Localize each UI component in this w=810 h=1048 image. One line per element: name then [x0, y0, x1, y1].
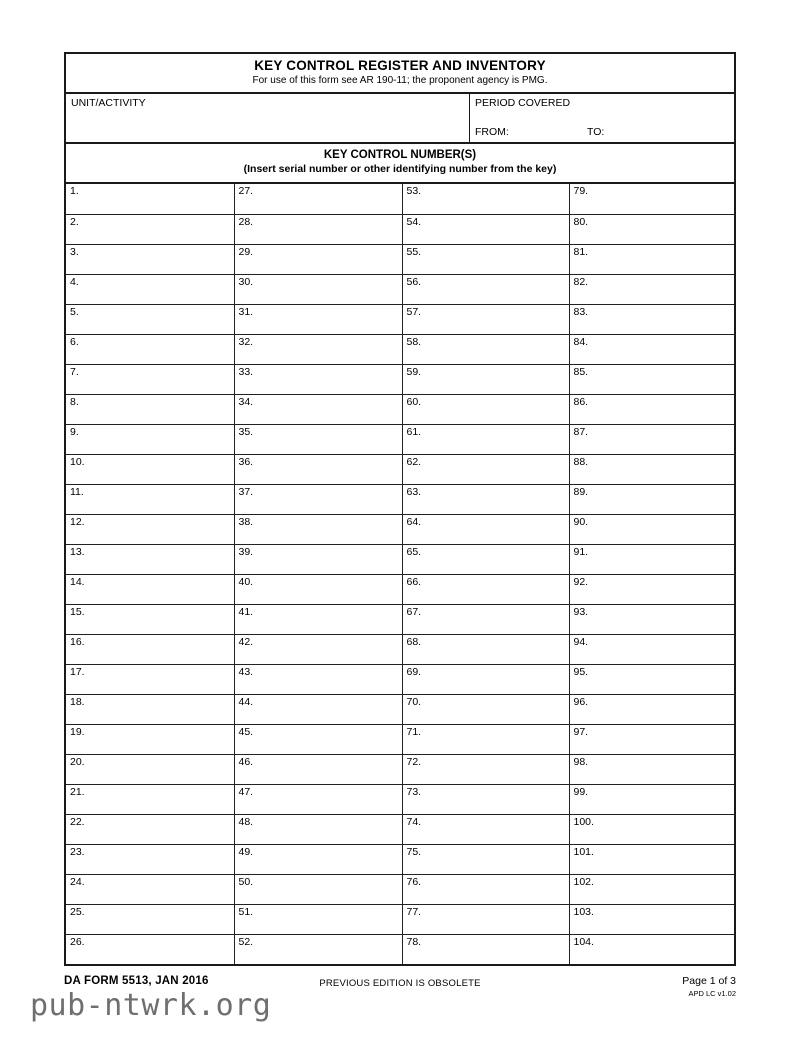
key-number-cell[interactable]: 61. — [402, 424, 569, 454]
key-number-cell[interactable]: 10. — [66, 454, 234, 484]
table-row — [66, 784, 734, 814]
key-number-cell[interactable]: 17. — [66, 664, 234, 694]
key-number-cell[interactable]: 70. — [402, 694, 569, 724]
site-watermark: pub-ntwrk.org — [30, 988, 272, 1023]
key-number-cell[interactable]: 15. — [66, 604, 234, 634]
key-number-cell[interactable]: 63. — [402, 484, 569, 514]
key-number-cell[interactable]: 37. — [234, 484, 402, 514]
key-number-cell[interactable]: 26. — [66, 934, 234, 964]
form-title-block — [66, 54, 734, 94]
key-control-number-grid — [66, 184, 734, 964]
key-number-cell[interactable]: 12. — [66, 514, 234, 544]
key-number-cell[interactable]: 51. — [234, 904, 402, 934]
table-row — [66, 214, 734, 244]
key-number-cell[interactable]: 49. — [234, 844, 402, 874]
page-number-label: Page 1 of 3 — [682, 975, 736, 987]
key-number-cell[interactable]: 74. — [402, 814, 569, 844]
form-subtitle: For use of this form see AR 190-11; the proponent agency is PMG. — [252, 74, 548, 86]
table-row — [66, 904, 734, 934]
key-number-cell[interactable]: 98. — [569, 754, 734, 784]
key-number-cell[interactable]: 85. — [569, 364, 734, 394]
da-form-5513-sheet — [64, 52, 736, 966]
key-number-cell[interactable]: 28. — [234, 214, 402, 244]
key-number-cell[interactable]: 36. — [234, 454, 402, 484]
key-number-cell[interactable]: 90. — [569, 514, 734, 544]
period-from-label: FROM: — [475, 125, 509, 138]
key-number-cell[interactable]: 43. — [234, 664, 402, 694]
key-number-cell[interactable]: 82. — [569, 274, 734, 304]
key-number-cell[interactable]: 35. — [234, 424, 402, 454]
key-number-cell[interactable]: 55. — [402, 244, 569, 274]
key-number-cell[interactable]: 7. — [66, 364, 234, 394]
key-number-cell[interactable]: 96. — [569, 694, 734, 724]
key-number-cell[interactable]: 1. — [66, 184, 234, 214]
key-number-cell[interactable]: 53. — [402, 184, 569, 214]
key-number-cell[interactable]: 79. — [569, 184, 734, 214]
key-number-cell[interactable]: 88. — [569, 454, 734, 484]
key-number-cell[interactable]: 83. — [569, 304, 734, 334]
table-row — [66, 424, 734, 454]
table-row — [66, 754, 734, 784]
previous-edition-notice: PREVIOUS EDITION IS OBSOLETE — [319, 978, 481, 989]
table-row — [66, 334, 734, 364]
key-number-cell[interactable]: 84. — [569, 334, 734, 364]
apd-version-label: APD LC v1.02 — [688, 989, 736, 998]
period-covered-field[interactable] — [470, 94, 734, 142]
key-number-cell[interactable]: 42. — [234, 634, 402, 664]
key-number-cell[interactable]: 67. — [402, 604, 569, 634]
key-number-cell[interactable]: 40. — [234, 574, 402, 604]
key-number-cell[interactable]: 27. — [234, 184, 402, 214]
period-to-label: TO: — [587, 125, 605, 138]
key-number-cell[interactable]: 103. — [569, 904, 734, 934]
key-number-cell[interactable]: 21. — [66, 784, 234, 814]
table-row — [66, 184, 734, 214]
table-row — [66, 604, 734, 634]
unit-activity-label: UNIT/ACTIVITY — [71, 96, 146, 109]
key-number-cell[interactable]: 32. — [234, 334, 402, 364]
key-number-cell[interactable]: 5. — [66, 304, 234, 334]
key-number-cell[interactable]: 30. — [234, 274, 402, 304]
table-row — [66, 724, 734, 754]
period-from-to-line — [475, 126, 729, 139]
key-number-cell[interactable]: 100. — [569, 814, 734, 844]
key-number-cell[interactable]: 97. — [569, 724, 734, 754]
unit-activity-field[interactable] — [66, 94, 470, 142]
key-number-cell[interactable]: 6. — [66, 334, 234, 364]
key-number-cell[interactable]: 50. — [234, 874, 402, 904]
key-number-cell[interactable]: 48. — [234, 814, 402, 844]
key-number-cell[interactable]: 44. — [234, 694, 402, 724]
key-number-cell[interactable]: 102. — [569, 874, 734, 904]
key-number-cell[interactable]: 87. — [569, 424, 734, 454]
key-number-cell[interactable]: 72. — [402, 754, 569, 784]
key-number-cell[interactable]: 104. — [573, 935, 594, 948]
key-number-cell[interactable]: 33. — [234, 364, 402, 394]
key-number-cell[interactable]: 39. — [234, 544, 402, 574]
key-number-cell[interactable]: 59. — [402, 364, 569, 394]
key-number-cell[interactable]: 93. — [569, 604, 734, 634]
table-row — [66, 574, 734, 604]
key-number-cell[interactable]: 58. — [402, 334, 569, 364]
key-number-cell[interactable]: 9. — [66, 424, 234, 454]
table-row — [66, 934, 734, 964]
key-number-cell[interactable]: 2. — [66, 214, 234, 244]
key-number-cell[interactable]: 73. — [402, 784, 569, 814]
key-control-number-grid-body — [66, 184, 734, 964]
key-number-cell[interactable]: 69. — [402, 664, 569, 694]
key-number-cell[interactable]: 16. — [66, 634, 234, 664]
key-number-cell[interactable]: 64. — [402, 514, 569, 544]
key-number-cell[interactable]: 68. — [402, 634, 569, 664]
key-number-cell[interactable]: 66. — [402, 574, 569, 604]
key-control-number-title: KEY CONTROL NUMBER(S) — [323, 148, 477, 161]
key-number-cell[interactable]: 78. — [402, 934, 569, 964]
key-number-cell[interactable]: 22. — [66, 814, 234, 844]
key-control-number-header — [66, 144, 734, 184]
table-row — [66, 304, 734, 334]
table-row — [66, 244, 734, 274]
key-number-cell[interactable]: 81. — [569, 244, 734, 274]
key-number-cell[interactable]: 38. — [234, 514, 402, 544]
key-number-cell[interactable]: 92. — [569, 574, 734, 604]
key-number-cell[interactable]: 62. — [402, 454, 569, 484]
key-number-cell[interactable]: 18. — [66, 694, 234, 724]
table-row — [66, 394, 734, 424]
key-number-cell[interactable]: 13. — [66, 544, 234, 574]
form-id-label: DA FORM 5513, JAN 2016 — [64, 975, 209, 987]
key-number-cell[interactable]: 54. — [402, 214, 569, 244]
table-row — [66, 274, 734, 304]
table-row — [66, 874, 734, 904]
key-number-cell[interactable]: 45. — [234, 724, 402, 754]
key-number-cell[interactable]: 41. — [234, 604, 402, 634]
key-number-cell[interactable]: 46. — [234, 754, 402, 784]
key-control-number-subtitle: (Insert serial number or other identifying number from the key) — [243, 162, 557, 175]
key-number-cell[interactable]: 76. — [402, 874, 569, 904]
key-number-cell[interactable]: 86. — [569, 394, 734, 424]
key-number-cell[interactable]: 65. — [402, 544, 569, 574]
key-number-cell[interactable]: 60. — [402, 394, 569, 424]
key-number-cell[interactable]: 34. — [234, 394, 402, 424]
key-number-cell[interactable]: 71. — [402, 724, 569, 754]
key-number-cell[interactable]: 3. — [66, 244, 234, 274]
key-number-cell[interactable]: 31. — [234, 304, 402, 334]
key-number-cell[interactable]: 19. — [66, 724, 234, 754]
key-number-cell[interactable]: 23. — [66, 844, 234, 874]
key-number-cell[interactable]: 11. — [66, 484, 234, 514]
table-row — [66, 664, 734, 694]
period-covered-label: PERIOD COVERED — [475, 96, 571, 109]
identification-row — [66, 94, 734, 144]
key-number-cell[interactable]: 20. — [66, 754, 234, 784]
key-number-cell[interactable]: 80. — [569, 214, 734, 244]
key-number-cell[interactable]: 99. — [569, 784, 734, 814]
key-number-cell[interactable]: 47. — [234, 784, 402, 814]
table-row — [66, 454, 734, 484]
table-row — [66, 544, 734, 574]
key-number-cell[interactable]: 52. — [234, 934, 402, 964]
key-number-cell[interactable]: 25. — [66, 904, 234, 934]
table-row — [66, 694, 734, 724]
table-row — [66, 364, 734, 394]
key-number-cell[interactable]: 4. — [66, 274, 234, 304]
key-number-cell[interactable]: 57. — [402, 304, 569, 334]
key-number-cell[interactable]: 101. — [569, 844, 734, 874]
table-row — [66, 514, 734, 544]
key-number-cell[interactable]: 91. — [569, 544, 734, 574]
key-number-cell[interactable]: 29. — [234, 244, 402, 274]
key-number-cell[interactable]: 77. — [402, 904, 569, 934]
key-number-cell[interactable]: 14. — [66, 574, 234, 604]
table-row — [66, 844, 734, 874]
key-number-cell[interactable]: 95. — [569, 664, 734, 694]
table-row — [66, 814, 734, 844]
key-number-cell[interactable]: 56. — [402, 274, 569, 304]
page-title: KEY CONTROL REGISTER AND INVENTORY — [254, 58, 546, 73]
key-number-cell[interactable]: 89. — [569, 484, 734, 514]
key-number-cell[interactable]: 8. — [66, 394, 234, 424]
key-number-cell[interactable]: 24. — [66, 874, 234, 904]
table-row — [66, 634, 734, 664]
key-number-cell[interactable]: 94. — [569, 634, 734, 664]
key-number-cell[interactable]: 75. — [402, 844, 569, 874]
table-row — [66, 484, 734, 514]
